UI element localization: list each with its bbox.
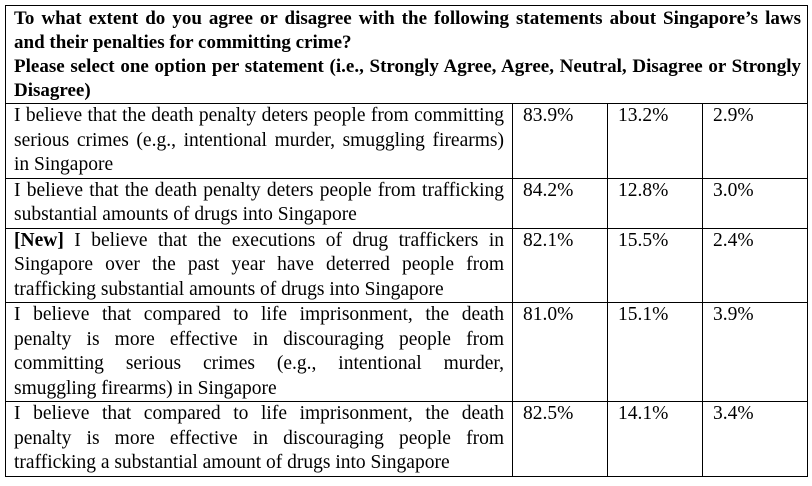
disagree-percentage: 2.9%	[703, 104, 808, 179]
statement-cell	[6, 228, 513, 303]
neutral-percentage: 13.2%	[608, 104, 703, 179]
agree-percentage: 81.0%	[513, 303, 608, 402]
neutral-percentage: 14.1%	[608, 402, 703, 477]
disagree-percentage: 3.0%	[703, 178, 808, 228]
disagree-percentage: 3.4%	[703, 402, 808, 477]
survey-instruction: Please select one option per statement (i.e., Strongly Agree, Agree, Neutral, Disagree or Strongly Disagree)	[14, 56, 802, 101]
statement-cell	[6, 303, 513, 402]
table-row	[6, 228, 808, 303]
disagree-percentage: 2.4%	[703, 228, 808, 303]
table-row	[6, 402, 808, 477]
table-row	[6, 303, 808, 402]
agree-percentage: 84.2%	[513, 178, 608, 228]
neutral-percentage: 15.1%	[608, 303, 703, 402]
statement-text: I believe that compared to life imprisonment, the death penalty is more effective in discouraging people from trafficking a substantial amount of drugs into Singapore	[14, 403, 504, 473]
survey-results-table	[5, 5, 808, 477]
neutral-percentage: 15.5%	[608, 228, 703, 303]
statement-text: I believe that compared to life imprisonment, the death penalty is more effective in discouraging people from committing serious crimes (e.g., intentional murder, smuggling firearms) in Singapore	[14, 304, 504, 399]
agree-percentage: 83.9%	[513, 104, 608, 179]
statement-text: I believe that the death penalty deters people from trafficking substantial amounts of drugs into Singapore	[14, 179, 504, 225]
statement-text: I believe that the executions of drug traffickers in Singapore over the past year have deterred people from trafficking substantial amounts of drugs into Singapore	[14, 229, 504, 300]
table-row	[6, 104, 808, 179]
neutral-percentage: 12.8%	[608, 178, 703, 228]
table-header-cell	[6, 6, 808, 104]
statement-cell	[6, 402, 513, 477]
agree-percentage: 82.5%	[513, 402, 608, 477]
table-row	[6, 178, 808, 228]
statement-cell	[6, 104, 513, 179]
agree-percentage: 82.1%	[513, 228, 608, 303]
new-tag: [New]	[14, 229, 64, 251]
table-header-row	[6, 6, 808, 104]
statement-cell	[6, 178, 513, 228]
survey-question: To what extent do you agree or disagree with the following statements about Singapore’s laws and their penalties for committing crime?	[14, 8, 802, 53]
disagree-percentage: 3.9%	[703, 303, 808, 402]
statement-text: I believe that the death penalty deters people from committing serious crimes (e.g., intentional murder, smuggling firearms) in Singapore	[14, 105, 504, 175]
